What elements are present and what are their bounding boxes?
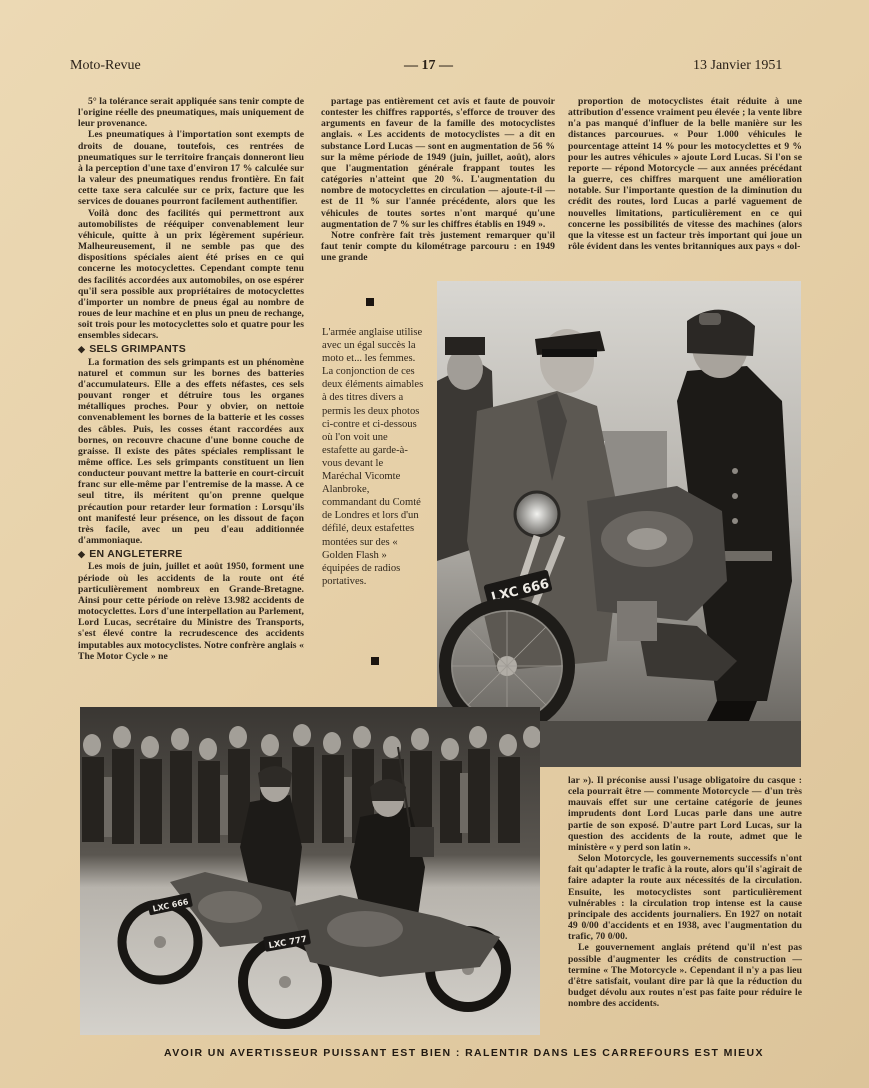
caption-text: L'armée anglaise utilise avec un égal succès la moto et... les femmes. La conjonction de ces deux éléments aimables à des titres divers a permis les deux photos ci-contre et ci-dessous où l'on voit une estafette au garde-à-vous devant le Maréchal Vicomte Alanbroke, commandant du Comté de Londres et lors d'un défilé, deux estafettes montées sur des « Golden Flash » équipées de radios portatives. (322, 327, 424, 587)
paragraph: Selon Motorcycle, les gouvernements successifs n'ont fait qu'adapter le trafic à la route, alors qu'il s'agirait de faire adapter la route aux nécessités de la circulation. Ensuite, les motocyclistes sont particulièrement vulnérables : la circulation trop intense est la cause principale des accidents journaliers. En 1927 on notait 49 0/00 d'accidents et en 1938, avec l'augmentation du trafic, 70 0/00. (568, 853, 802, 943)
diamond-bullet-icon: ◆ (78, 549, 86, 560)
square-marker-icon (371, 657, 379, 665)
article-column-1 (78, 96, 304, 662)
photo-parade-image (80, 707, 540, 1035)
photo-parade-estafettes (80, 707, 540, 1035)
square-marker-icon (366, 298, 374, 306)
header-date: 13 Janvier 1951 (693, 58, 783, 73)
photo-caption (322, 326, 424, 588)
paragraph: Les mois de juin, juillet et août 1950, forment une période où les accidents de la route ont été particulièrement nombreux en Grande-Bretagne. Ainsi pour cette période on relève 13.982 accidents de motocyclettes. Lors d'une interpellation au Parlement, Lord Lucas, secrétaire du Ministre des Transports, s'est élevé contre la recrudescence des accidents imputables aux motocyclistes. Notre confrère anglais « The Motor Cycle » ne (78, 561, 304, 662)
license-plate-text: LXC 777 (267, 934, 308, 952)
article-column-4 (568, 775, 802, 1009)
paragraph: La formation des sels grimpants est un phénomène naturel et commun sur les bornes des batteries d'accumulateurs. Elle a des effets néfastes, ces sels pouvant ronger et détruire tous les organes métalliques proches. Pour y obvier, on nettoie convenablement les bornes de la batterie et les cosses des câbles. Puis, les cosses étant raccordées aux bornes, on recouvre chacune d'une bonne couche de graisse. Il existe des pâtes spéciales remplissant le même office. Les sels grimpants constituent un lien conducteur pouvant mettre la batterie en court-circuit franc sur elle-même par l'entremise de la masse. A ce seul titre, ils méritent qu'on prenne quelque précaution pour retarder leur formation : Lorsqu'ils ont manifesté leur présence, on les dissout de façon très facile, avec un peu d'eau additionnée d'ammoniaque. (78, 356, 304, 547)
paragraph: proportion de motocyclistes était réduite à une attribution d'essence vraiment peu élevée ; la vente libre n'a pas manqué d'influer de la belle manière sur les distances parcourues. « Pour 1.000 véhicules le pourcentage atteint 14 % pour les motocyclettes et 9 % pour les autres véhicules » ajoute Lord Lucas. Si l'on se reporte — répond Motorcycle — aux années précédant la guerre, ces chiffres marquent une amélioration notable. Sur l'importante question de la diminution du crédit des routes, lord Lucas a parlé vaguement de nouvelles limitations, particulièrement en ce qui concerne les possibilités de vitesse des machines (alors que la vitesse est un facteur très important qui joue un rôle évident dans les ventes britanniques aux pays « dol- (568, 96, 802, 253)
license-plate-text: LXC 666 (151, 897, 190, 914)
header-page-number: — 17 — (404, 58, 453, 73)
paragraph: Les pneumatiques à l'importation sont exempts de droits de douane, toutefois, ces rentrées de pneumatiques sur le territoire français donneront lieu à la perception d'une taxe d'environ 17 % calculée sur la valeur des pneumatiques rendus frontière. En fait cette taxe sera calculée sur ce prix, facture que les services de douanes pourront facilement authentifier. (78, 129, 304, 208)
diamond-bullet-icon: ◆ (78, 344, 86, 355)
section-heading-text: SELS GRIMPANTS (89, 343, 186, 356)
footer-slogan: AVOIR UN AVERTISSEUR PUISSANT EST BIEN : RALENTIR DANS LES CARREFOURS EST MIEUX (164, 1047, 764, 1059)
article-column-3 (568, 96, 802, 252)
license-plate-text: LXC 666 (489, 576, 551, 606)
section-heading-sels (78, 344, 304, 355)
photo-marshal-estafette (437, 281, 801, 767)
paragraph: lar »). Il préconise aussi l'usage obligatoire du casque : cela pourrait être — commente Motorcycle — d'un très mauvais effet sur une certaine catégorie de jeunes imprudents dont Lord Lucas parle dans une autre partie de son exposé. D'autre part Lord Lucas, sur la question des accidents de la route, admet que le ministère « y perd son latin ». (568, 775, 802, 853)
article-column-2 (321, 96, 555, 263)
paragraph: Notre confrère fait très justement remarquer qu'il faut tenir compte du kilométrage parcouru : en 1949 une grande (321, 229, 555, 264)
paragraph: 5° la tolérance serait appliquée sans tenir compte de l'origine réelle des pneumatiques, mais uniquement de leur provenance. (78, 96, 304, 130)
section-heading-angleterre (78, 549, 304, 560)
paragraph: Le gouvernement anglais prétend qu'il n'est pas possible d'augmenter les crédits de construction — termine « The Motorcycle ». Cependant il n'y a pas lieu d'être satisfait, voulant dire par là que la réduction du budget dévolu aux routes n'est pas faite pour réduire le nombre des accidents. (568, 942, 802, 1010)
paragraph: Voilà donc des facilités qui permettront aux automobilistes de rééquiper convenablement leur véhicule, quitte à un prix légèrement supérieur. Malheureusement, il ne semble pas que des dispositions spéciales aient été prises en ce qui concerne les motocyclettes. Cependant compte tenu des facilités accordées aux automobiles, on ose espérer qu'il sera possible aux propriétaires de motocyclettes d'importer un nombre de pneus égal au nombre de roues de leur machine et en plus un pneu de rechange, soit trois pour les motocyclettes solo et quatre pour les ensembles sidecars. (78, 207, 304, 342)
section-heading-text: EN ANGLETERRE (89, 548, 183, 561)
paragraph: partage pas entièrement cet avis et faute de pouvoir contester les chiffres rapportés, s'efforce de trouver des arguments en faveur de la famille des motocyclistes anglais. « Les accidents de motocyclistes — a dit en substance Lord Lucas — sont en augmentation de 56 % sur la même période de 1949 (juin, juillet, août), alors que l'augmentation générale frappant toutes les catégories n'atteint que 20 %. L'augmentation du nombre de motocyclettes en circulation — ajoute-t-il — est de 11 % sur l'année précédente, alors que les véhicules de toutes sortes n'ont marqué qu'une augmentation de 7 % sur les chiffres établis en 1949 ». (321, 96, 555, 230)
photo-marshal-estafette-image (437, 281, 801, 767)
header-publication: Moto-Revue (70, 58, 141, 73)
